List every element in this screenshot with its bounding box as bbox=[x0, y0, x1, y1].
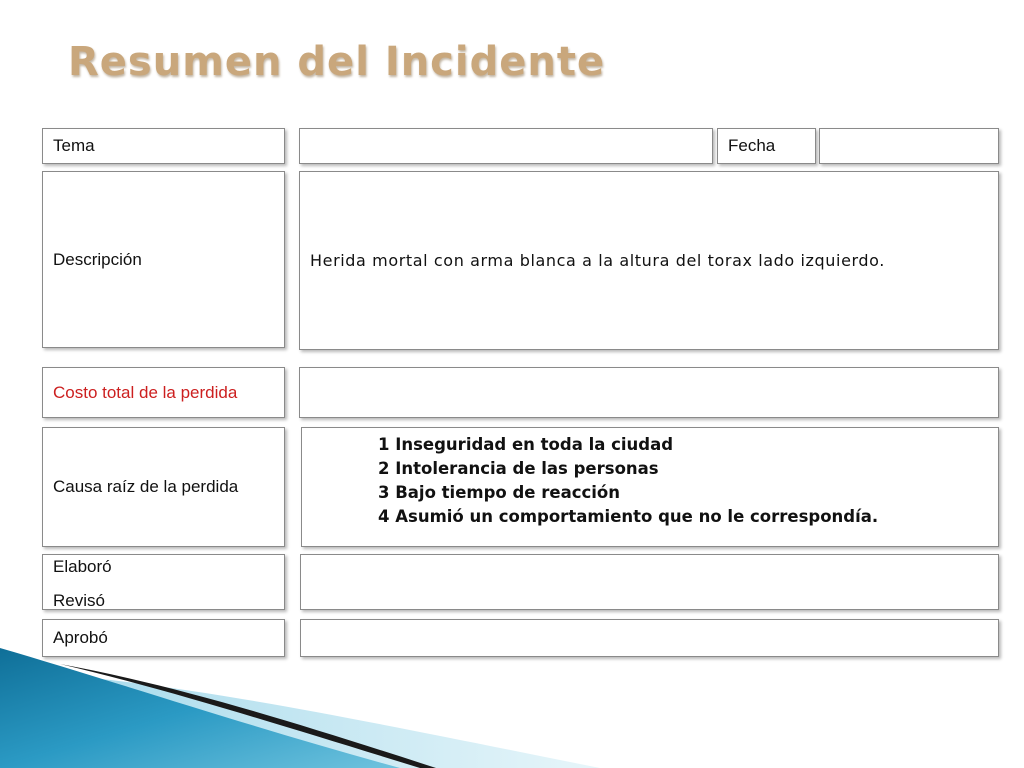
descripcion-field[interactable]: Herida mortal con arma blanca a la altura del torax lado izquierdo. bbox=[299, 171, 999, 350]
reviso-label: Revisó bbox=[53, 591, 105, 610]
aprobo-label: Aprobó bbox=[42, 619, 285, 657]
costo-label: Costo total de la perdida bbox=[42, 367, 285, 418]
causa-label: Causa raíz de la perdida bbox=[42, 427, 285, 547]
causa-item: 1 Inseguridad en toda la ciudad bbox=[378, 435, 674, 454]
causa-item: 4 Asumió un comportamiento que no le correspondía. bbox=[378, 507, 879, 526]
fecha-label: Fecha bbox=[717, 128, 816, 164]
tema-label: Tema bbox=[42, 128, 285, 164]
descripcion-label: Descripción bbox=[42, 171, 285, 348]
causa-item: 2 Intolerancia de las personas bbox=[378, 459, 659, 478]
elaboro-label: Elaboró bbox=[53, 557, 112, 576]
slide-title: Resumen del Incidente bbox=[68, 39, 606, 85]
causa-item: 3 Bajo tiempo de reacción bbox=[378, 483, 620, 502]
